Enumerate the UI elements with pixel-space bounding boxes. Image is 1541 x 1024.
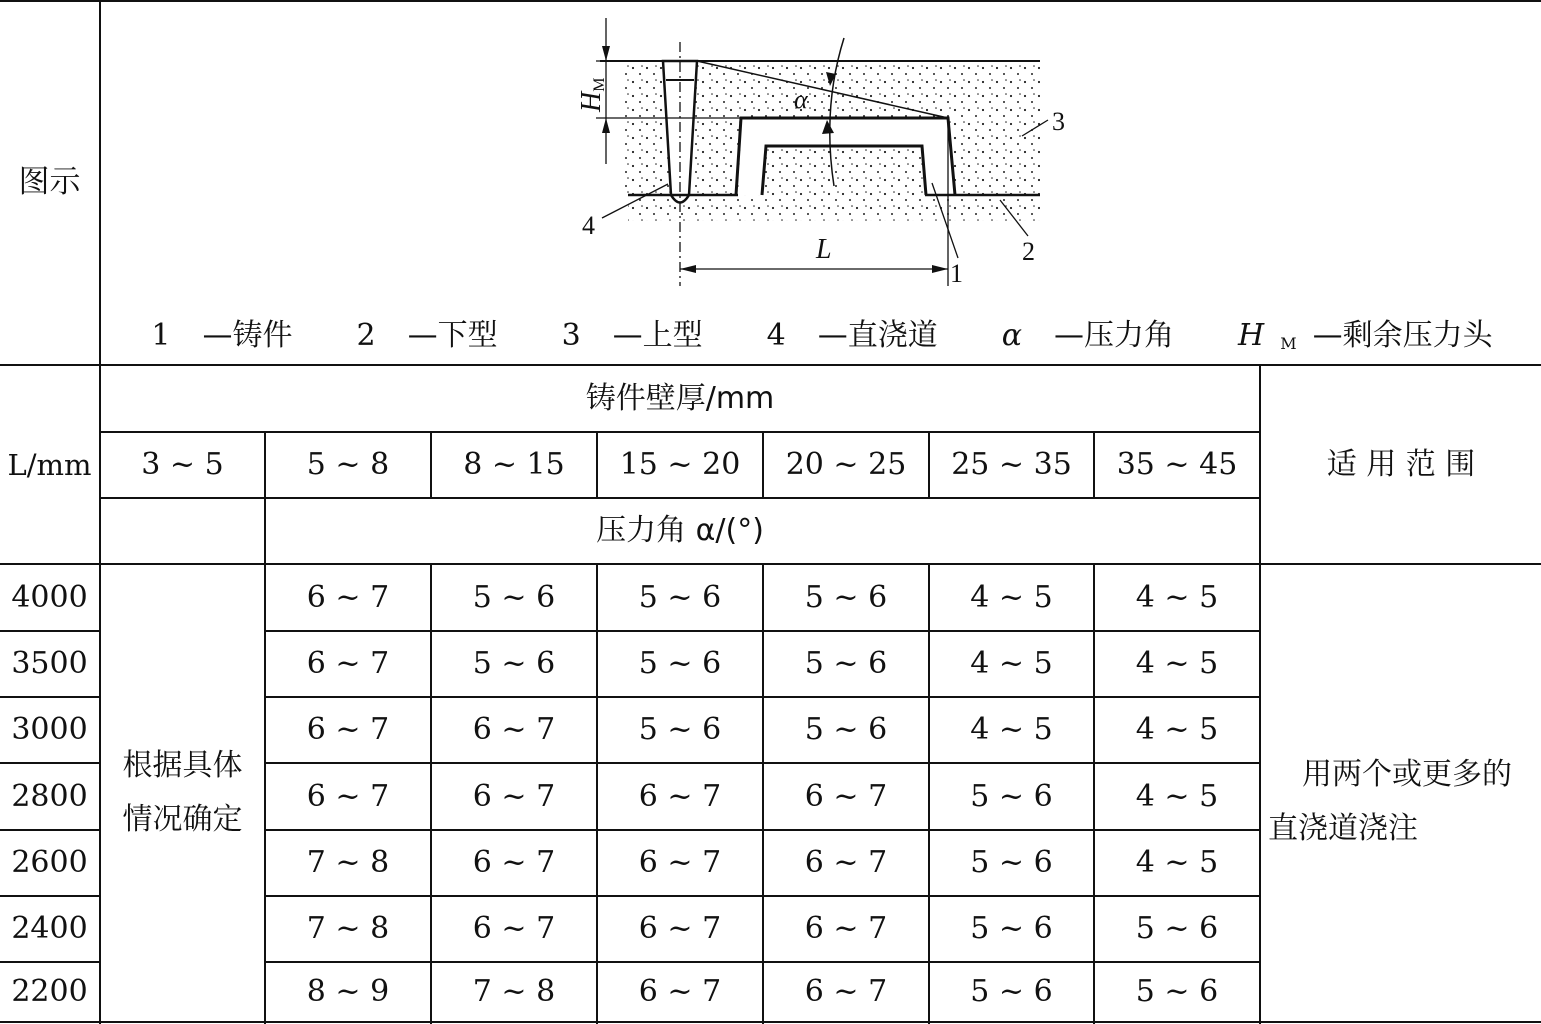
cell-r1-c4: 5 ~ 6 — [804, 646, 888, 681]
cell-r4-c5: 5 ~ 6 — [970, 845, 1053, 880]
cell-r2-c6: 4 ~ 5 — [1135, 712, 1219, 747]
cell-r1-c1: 6 ~ 7 — [306, 646, 390, 681]
legend-item-4: 4 —直浇道 — [766, 318, 938, 353]
cell-r0-c3: 5 ~ 6 — [638, 579, 722, 615]
cell-r5-c4: 6 ~ 7 — [804, 911, 888, 946]
range-header-0: 3 ~ 5 — [141, 447, 224, 482]
cell-r4-c3: 6 ~ 7 — [638, 845, 722, 880]
cell-r1-c3: 5 ~ 6 — [638, 646, 722, 681]
row-5-l: 2400 — [11, 911, 88, 946]
usage-text: 用两个或更多的直浇道浇注 — [1268, 757, 1512, 846]
cell-r3-c6: 4 ~ 5 — [1135, 778, 1219, 814]
range-header-2: 8 ~ 15 — [463, 447, 565, 482]
range-header-4: 20 ~ 25 — [785, 447, 907, 482]
callout-1: 1 — [950, 259, 963, 288]
callout-4: 4 — [582, 211, 595, 240]
row-3-l: 2800 — [11, 778, 88, 814]
cell-r0-c2: 5 ~ 6 — [472, 579, 556, 615]
gating-diagram — [560, 8, 1080, 298]
cell-r4-c2: 6 ~ 7 — [472, 845, 556, 880]
merged-line-2: 情况确定 — [122, 802, 243, 837]
drag-sand — [628, 195, 1040, 221]
row-0-l: 4000 — [11, 579, 88, 615]
cell-r5-c6: 5 ~ 6 — [1135, 911, 1219, 946]
merged-line-1: 根据具体 — [122, 748, 243, 783]
cell-r6-c2: 7 ~ 8 — [472, 974, 556, 1009]
legend-item-2: 2 —下型 — [356, 318, 498, 353]
cell-r3-c4: 6 ~ 7 — [804, 778, 888, 814]
figure-legend — [104, 306, 1540, 358]
cell-r6-c5: 5 ~ 6 — [970, 974, 1053, 1009]
cell-r0-c5: 4 ~ 5 — [970, 579, 1053, 615]
cell-r0-c4: 5 ~ 6 — [804, 579, 888, 615]
cell-r5-c2: 6 ~ 7 — [472, 911, 556, 946]
range-header-6: 35 ~ 45 — [1116, 447, 1238, 482]
cell-r2-c3: 5 ~ 6 — [638, 712, 722, 747]
wall-thickness-header: 铸件壁厚/mm — [585, 380, 775, 416]
legend-item-3: 3 —上型 — [561, 318, 703, 353]
l-arrow-left — [680, 265, 696, 273]
cell-r0-c1: 6 ~ 7 — [306, 579, 390, 615]
callout-3: 3 — [1052, 107, 1065, 136]
cell-r6-c4: 6 ~ 7 — [804, 974, 888, 1009]
l-arrow-right — [932, 265, 948, 273]
callout-2: 2 — [1022, 237, 1035, 266]
pressure-angle-header: 压力角 α/(°) — [596, 513, 764, 548]
cell-r1-c6: 4 ~ 5 — [1135, 646, 1219, 681]
hm-label: HM — [576, 77, 608, 112]
usage-header: 适 用 范 围 — [1326, 447, 1476, 482]
cell-r6-c1: 8 ~ 9 — [306, 974, 390, 1009]
cell-r0-c6: 4 ~ 5 — [1135, 579, 1219, 615]
alpha-label: α — [794, 85, 808, 114]
rule-bottom — [0, 1021, 1541, 1023]
cell-r5-c1: 7 ~ 8 — [306, 911, 390, 946]
cell-r5-c3: 6 ~ 7 — [638, 911, 722, 946]
cell-r6-c3: 6 ~ 7 — [638, 974, 722, 1009]
row-6-l: 2200 — [11, 974, 88, 1009]
cell-r6-c6: 5 ~ 6 — [1135, 974, 1219, 1009]
cell-r3-c5: 5 ~ 6 — [970, 778, 1053, 814]
legend-item-alpha: α —压力角 — [1001, 318, 1175, 353]
cell-r2-c4: 5 ~ 6 — [804, 712, 888, 747]
l-label: L — [816, 234, 832, 265]
legend-item-1: 1 —铸件 — [151, 318, 293, 353]
range-header-1: 5 ~ 8 — [306, 447, 390, 482]
cell-r2-c2: 6 ~ 7 — [472, 712, 556, 747]
cell-r1-c2: 5 ~ 6 — [472, 646, 556, 681]
rule-top — [0, 0, 1541, 2]
hm-arrow-top — [602, 46, 610, 61]
row-4-l: 2600 — [11, 845, 88, 880]
cell-r4-c1: 7 ~ 8 — [306, 845, 390, 880]
l-mm-header: L/mm — [7, 447, 92, 482]
cell-r1-c5: 4 ~ 5 — [970, 646, 1053, 681]
cell-r3-c2: 6 ~ 7 — [472, 778, 556, 814]
cell-r3-c1: 6 ~ 7 — [306, 778, 390, 814]
figure-row-label: 图示 — [18, 164, 81, 201]
cell-r2-c1: 6 ~ 7 — [306, 712, 390, 747]
legend-item-hm: H $_M$ —剩余压力头 — [1238, 318, 1493, 353]
range-header-5: 25 ~ 35 — [951, 447, 1072, 482]
merged-first-range-cell — [101, 565, 264, 1021]
row-2-l: 3000 — [11, 712, 88, 747]
cell-r4-c6: 4 ~ 5 — [1135, 845, 1219, 880]
cell-r5-c5: 5 ~ 6 — [970, 911, 1053, 946]
cell-r3-c3: 6 ~ 7 — [638, 778, 722, 814]
cell-r2-c5: 4 ~ 5 — [970, 712, 1053, 747]
row-1-l: 3500 — [11, 646, 88, 681]
hm-arrow-bottom — [602, 118, 610, 133]
range-header-3: 15 ~ 20 — [619, 447, 741, 482]
cell-r4-c4: 6 ~ 7 — [804, 845, 888, 880]
